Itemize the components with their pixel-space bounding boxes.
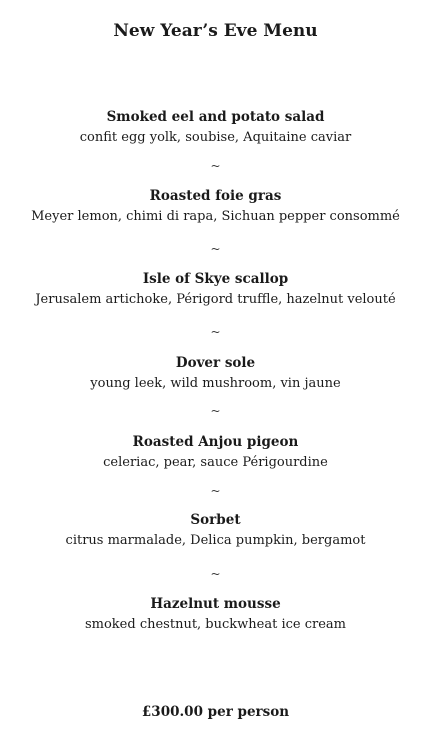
dish-name: Roasted foie gras [149, 188, 282, 204]
menu-title: New Year’s Eve Menu [113, 21, 318, 41]
course-1 [0, 108, 431, 147]
dish-description: young leek, wild mushroom, vin jaune [90, 376, 341, 391]
course-separator: ~ [210, 242, 221, 256]
dish-name: Dover sole [175, 355, 256, 371]
course-separator: ~ [210, 567, 221, 581]
dish-name: Smoked eel and potato salad [106, 109, 325, 125]
dish-description: confit egg yolk, soubise, Aquitaine caviar [79, 130, 352, 145]
course-2 [0, 187, 431, 226]
course-7 [0, 595, 431, 634]
dish-name: Roasted Anjou pigeon [132, 434, 299, 450]
course-separator: ~ [210, 404, 221, 418]
course-4 [0, 354, 431, 393]
course-separator: ~ [210, 325, 221, 339]
dish-description: Meyer lemon, chimi di rapa, Sichuan pepper consommé [31, 209, 400, 224]
course-6 [0, 511, 431, 550]
dish-name: Isle of Skye scallop [142, 271, 289, 287]
menu-price: £300.00 per person [141, 704, 290, 720]
course-5 [0, 433, 431, 472]
course-separator: ~ [210, 484, 221, 498]
dish-description: citrus marmalade, Delica pumpkin, bergamot [65, 533, 366, 548]
course-3 [0, 270, 431, 309]
course-separator: ~ [210, 159, 221, 173]
dish-name: Sorbet [190, 512, 241, 528]
dish-description: Jerusalem artichoke, Périgord truffle, hazelnut velouté [35, 292, 396, 307]
dish-name: Hazelnut mousse [150, 596, 281, 612]
dish-description: smoked chestnut, buckwheat ice cream [84, 617, 346, 632]
dish-description: celeriac, pear, sauce Périgourdine [103, 455, 328, 470]
